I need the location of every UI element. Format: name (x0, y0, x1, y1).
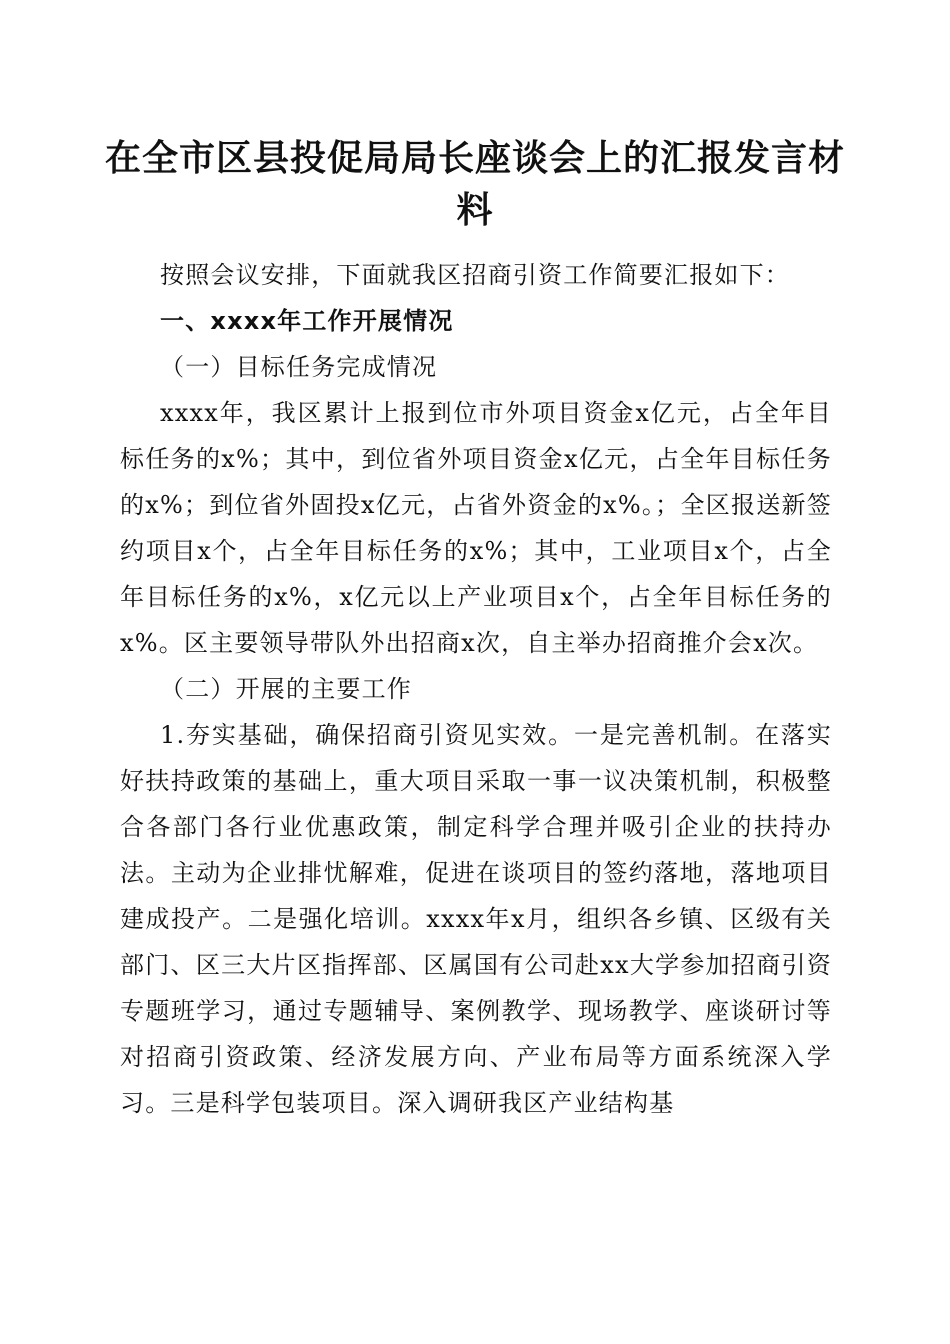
intro-paragraph: 按照会议安排，下面就我区招商引资工作简要汇报如下： (160, 261, 790, 289)
subsection-heading-1: （一）目标任务完成情况 (160, 353, 438, 381)
subsection-1-paragraph: xxxx年，我区累计上报到位市外项目资金x亿元，占全年目标任务的x%；其中，到位省外项目资金x亿元，占全年目标任务的x%；到位省外固投x亿元，占省外资金的x%。；全区报送新签约项目x个，占全年目标任务的x%；其中，工业项目x个，占全年目标任务的x%，x亿元以上产业项目x个，占全年目标任务的x%。区主要领导带队外出招商x次，自主举办招商推介会x次。 (120, 399, 832, 657)
document-title: 在全市区县投促局局长座谈会上的汇报发言材料 (104, 137, 845, 231)
document-body (120, 252, 832, 1126)
subsection-2-paragraph: 1.夯实基础，确保招商引资见实效。一是完善机制。在落实好扶持政策的基础上，重大项目采取一事一议决策机制，积极整合各部门各行业优惠政策，制定科学合理并吸引企业的扶持办法。主动为企业排忧解难，促进在谈项目的签约落地，落地项目建成投产。二是强化培训。xxxx年x月，组织各乡镇、区级有关部门、区三大片区指挥部、区属国有公司赴xx大学参加招商引资专题班学习，通过专题辅导、案例教学、现场教学、座谈研讨等对招商引资政策、经济发展方向、产业布局等方面系统深入学习。三是科学包装项目。深入调研我区产业结构基 (120, 721, 832, 1117)
subsection-heading-2: （二）开展的主要工作 (160, 675, 412, 703)
section-heading-1: 一、xxxx年工作开展情况 (160, 307, 454, 335)
